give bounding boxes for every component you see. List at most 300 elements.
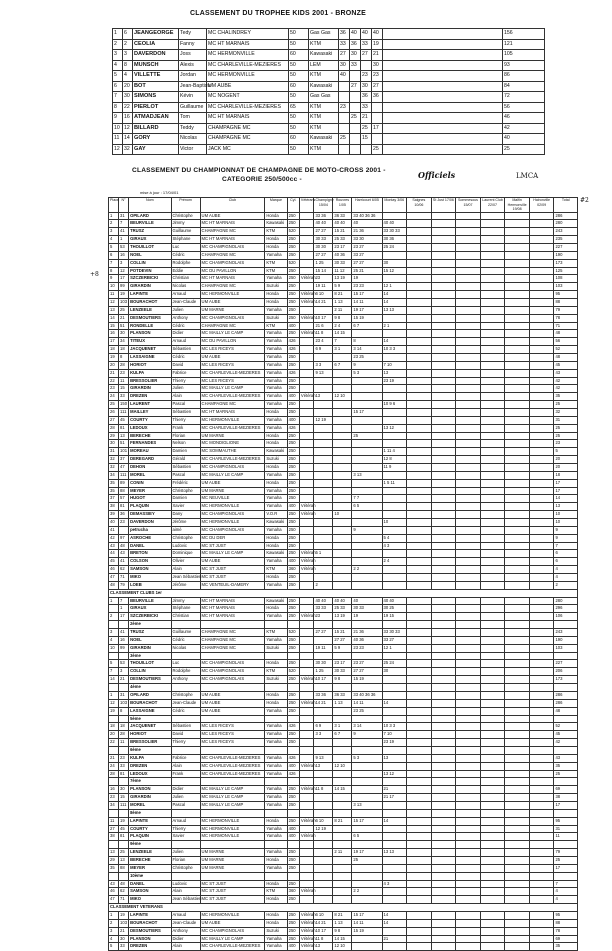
table-cell: 33 — [119, 943, 129, 951]
table-cell — [407, 644, 432, 652]
table-cell: 3 — [109, 629, 119, 637]
table-cell — [407, 636, 432, 644]
table-cell — [456, 786, 481, 794]
table-cell: 38 — [554, 794, 578, 802]
table-cell: 10 17 — [314, 314, 333, 322]
table-cell — [299, 849, 314, 857]
table-cell: 1 — [109, 597, 119, 605]
table-cell: 50 — [289, 60, 309, 71]
table-cell — [352, 739, 382, 747]
table-cell — [480, 401, 505, 409]
table-cell: 78 — [554, 314, 578, 322]
table-cell — [505, 927, 530, 935]
table-cell — [431, 456, 456, 464]
table-cell: MC CHARLEVILLE-MEZIERES — [207, 60, 289, 71]
table-cell — [505, 856, 530, 864]
table-cell: SZCZERBICKI — [129, 275, 171, 283]
table-cell: 3 — [113, 50, 123, 61]
table-cell: Honda — [265, 605, 287, 613]
table-cell: 426 — [287, 346, 299, 354]
table-cell: 9 8 — [333, 314, 352, 322]
table-cell: LAURENT — [129, 401, 171, 409]
table-cell: 88 — [119, 487, 129, 495]
margin-mark-right: #2 — [580, 197, 589, 204]
table-cell — [431, 503, 456, 511]
table-cell: 15 17 — [352, 291, 382, 299]
table-row — [109, 330, 578, 338]
table-cell — [407, 306, 432, 314]
table-cell — [505, 817, 530, 825]
table-cell — [529, 385, 554, 393]
table-cell: 27 — [372, 81, 383, 92]
table-cell: MC CHAMPIGNOLAIS — [200, 243, 265, 251]
table-cell: Stéphane — [171, 236, 200, 244]
table-cell: 5 3 — [352, 369, 382, 377]
table-cell — [407, 943, 432, 951]
table-cell: LEDOUX — [129, 770, 171, 778]
table-cell: 11 9 — [382, 464, 407, 472]
table-cell: Julien — [171, 385, 200, 393]
table-cell — [119, 778, 129, 786]
table-cell: 426 — [287, 723, 299, 731]
table-cell: 33 36 — [314, 212, 333, 220]
table-cell — [265, 841, 287, 849]
table-cell: 250 — [287, 291, 299, 299]
table-cell — [505, 919, 530, 927]
table-cell — [480, 636, 505, 644]
table-cell — [480, 416, 505, 424]
table-cell: 9 — [113, 113, 123, 124]
table-cell: 6 — [113, 81, 123, 92]
table-cell — [333, 746, 352, 754]
table-cell — [456, 408, 481, 416]
table-cell — [299, 691, 314, 699]
table-cell — [529, 856, 554, 864]
table-row — [109, 464, 578, 472]
table-cell — [480, 346, 505, 354]
table-cell: 23 — [361, 71, 372, 82]
table-cell — [382, 314, 407, 322]
table-cell: DESMOUTIERS — [129, 927, 171, 935]
table-cell — [529, 322, 554, 330]
table-cell: COLLIN — [129, 259, 171, 267]
table-cell: 23 — [314, 613, 333, 621]
table-cell — [333, 715, 352, 723]
table-cell: Sébastien — [171, 408, 200, 416]
table-cell: 30 — [350, 50, 361, 61]
table-cell: BERECHE — [129, 432, 171, 440]
table-cell — [431, 322, 456, 330]
table-cell: Vétéran — [299, 275, 314, 283]
table-cell — [407, 393, 432, 401]
table-row — [109, 322, 578, 330]
table-cell: 38 — [109, 503, 119, 511]
table-cell: 7 — [113, 92, 123, 103]
table-cell — [299, 479, 314, 487]
category-title: CATEGORIE 250/500cc - — [222, 176, 302, 183]
table-cell: MOREL — [129, 801, 171, 809]
table-cell: 30 — [119, 935, 129, 943]
table-cell: 42 — [554, 385, 578, 393]
table-row — [113, 102, 545, 113]
table-cell: Suzuki — [265, 676, 287, 684]
table-cell: MC HERMONVILLE — [200, 416, 265, 424]
table-cell — [456, 314, 481, 322]
table-cell: MC DU DER — [200, 534, 265, 542]
table-cell: 23 25 — [352, 707, 382, 715]
table-cell: 250 — [287, 275, 299, 283]
table-cell: Dany — [171, 511, 200, 519]
table-cell: 250 — [287, 731, 299, 739]
table-cell — [480, 676, 505, 684]
table-cell — [407, 668, 432, 676]
table-cell: 250 — [287, 581, 299, 589]
table-cell: Julien — [171, 849, 200, 857]
table-cell — [382, 212, 407, 220]
table-cell — [109, 605, 119, 613]
table-cell: Honda — [265, 691, 287, 699]
table-cell: 51 — [119, 440, 129, 448]
table-cell — [382, 408, 407, 416]
table-cell: 21 36 — [352, 228, 382, 236]
table-cell — [456, 385, 481, 393]
table-cell: 14 — [382, 699, 407, 707]
table-cell — [431, 314, 456, 322]
table-cell — [529, 943, 554, 951]
table-cell: CHAMPAGNE MC — [200, 629, 265, 637]
table-cell: Frank — [171, 770, 200, 778]
table-cell: JEANGEORGE — [133, 29, 179, 40]
table-cell — [431, 872, 456, 880]
table-cell: Thierry — [171, 739, 200, 747]
table-cell — [480, 896, 505, 904]
table-cell: 89 — [119, 479, 129, 487]
table-cell — [480, 778, 505, 786]
table-cell: 250 — [287, 236, 299, 244]
table-cell: 12 1 — [382, 283, 407, 291]
table-cell — [480, 746, 505, 754]
table-cell — [529, 511, 554, 519]
table-cell — [299, 212, 314, 220]
table-cell — [456, 660, 481, 668]
table-row — [109, 927, 578, 935]
table-cell: 33 — [339, 39, 350, 50]
table-cell — [480, 526, 505, 534]
table-row — [113, 50, 545, 61]
table-cell — [333, 652, 352, 660]
table-cell — [407, 479, 432, 487]
table-cell: Guillaume — [171, 228, 200, 236]
table-cell: Jean Sébastien — [171, 574, 200, 582]
table-cell: 81 — [119, 770, 129, 778]
table-cell — [456, 723, 481, 731]
table-cell — [109, 778, 119, 786]
table-cell: Kawasaki — [265, 448, 287, 456]
table-cell: BEURVILLE — [129, 597, 171, 605]
table-cell: Vétéran — [299, 298, 314, 306]
table-cell: MC CHARLEVILLE-MEZIERES — [200, 754, 265, 762]
table-cell — [505, 212, 530, 220]
table-cell — [352, 684, 382, 692]
table-cell: Yamaha — [265, 864, 287, 872]
table-cell — [314, 456, 333, 464]
table-cell — [431, 236, 456, 244]
table-cell — [505, 511, 530, 519]
table-cell: MC LES RICEYS — [200, 723, 265, 731]
table-cell — [431, 684, 456, 692]
table-cell: Florian — [171, 432, 200, 440]
table-cell: Honda — [265, 479, 287, 487]
table-cell: 400 — [287, 762, 299, 770]
table-cell: LEDOUX — [129, 424, 171, 432]
table-cell — [431, 691, 456, 699]
table-cell — [407, 574, 432, 582]
table-cell — [554, 872, 578, 880]
table-cell: 400 — [287, 503, 299, 511]
table-cell: Yamaha — [265, 833, 287, 841]
table-cell: 21 — [382, 935, 407, 943]
table-cell: 250 — [287, 550, 299, 558]
table-cell: GIRAUX — [129, 605, 171, 613]
table-cell — [456, 511, 481, 519]
table-cell: 19 — [119, 817, 129, 825]
table-cell: Kawasaki — [265, 597, 287, 605]
table-cell — [171, 715, 200, 723]
table-cell — [480, 361, 505, 369]
table-cell — [431, 495, 456, 503]
table-cell — [333, 432, 352, 440]
table-cell — [382, 856, 407, 864]
table-cell — [529, 660, 554, 668]
table-cell: 286 — [554, 691, 578, 699]
table-cell — [480, 228, 505, 236]
table-row — [109, 550, 578, 558]
table-cell — [299, 448, 314, 456]
table-cell — [383, 81, 503, 92]
table-cell — [382, 809, 407, 817]
table-cell: Cédric — [171, 353, 200, 361]
table-cell: 30 36 — [382, 236, 407, 244]
table-cell — [333, 534, 352, 542]
table-cell: 6 7 — [333, 361, 352, 369]
table-cell — [407, 448, 432, 456]
table-cell: 15 21 — [333, 228, 352, 236]
table-cell: MC DU PAVILLON — [200, 338, 265, 346]
table-cell — [480, 660, 505, 668]
table-cell — [382, 511, 407, 519]
table-cell — [299, 896, 314, 904]
table-cell: 40 40 — [382, 220, 407, 228]
table-cell: 25 — [350, 113, 361, 124]
table-cell: 8 — [352, 338, 382, 346]
table-cell — [200, 841, 265, 849]
table-cell — [407, 715, 432, 723]
table-cell — [431, 636, 456, 644]
table-cell — [431, 542, 456, 550]
table-row — [109, 267, 578, 275]
table-cell: 43 — [109, 542, 119, 550]
table-cell: UM AUBE — [200, 212, 265, 220]
table-cell — [407, 911, 432, 919]
table-cell — [352, 424, 382, 432]
table-cell — [529, 801, 554, 809]
table-row — [109, 786, 578, 794]
table-cell: 14 11 — [352, 919, 382, 927]
table-row — [109, 896, 578, 904]
table-cell: Yamaha — [265, 739, 287, 747]
table-cell: Honda — [265, 817, 287, 825]
table-cell — [480, 479, 505, 487]
table-cell: Honda — [265, 856, 287, 864]
table-cell: Nicolas — [179, 134, 207, 145]
table-cell: 108 — [554, 275, 578, 283]
table-cell: 21 — [109, 754, 119, 762]
table-cell — [505, 220, 530, 228]
table-cell: 156 — [503, 29, 545, 40]
table-cell: MC HERMONVILLE — [200, 911, 265, 919]
table-cell — [431, 519, 456, 527]
table-cell: BOURACHOT — [129, 298, 171, 306]
table-row — [109, 236, 578, 244]
table-row — [109, 888, 578, 896]
table-cell: 250 — [287, 377, 299, 385]
table-cell: 48 — [119, 542, 129, 550]
table-cell: 103 — [554, 283, 578, 291]
table-cell: KTM — [265, 228, 287, 236]
table-cell — [299, 361, 314, 369]
table-cell — [505, 408, 530, 416]
table-cell — [299, 338, 314, 346]
table-cell — [505, 794, 530, 802]
table-cell: 23 27 — [352, 243, 382, 251]
table-cell: Rodolphe — [171, 259, 200, 267]
table-cell — [407, 401, 432, 409]
table-cell: Honda — [265, 911, 287, 919]
table-cell — [529, 605, 554, 613]
table-cell — [407, 471, 432, 479]
table-cell — [505, 424, 530, 432]
table-cell: DESMOUTIERS — [129, 676, 171, 684]
table-cell: 8 — [123, 60, 133, 71]
table-cell: Yamaha — [265, 558, 287, 566]
table-cell: Thierry — [171, 825, 200, 833]
table-cell: 6 10 — [314, 911, 333, 919]
table-cell: Honda — [265, 212, 287, 220]
table-cell: Luc — [171, 243, 200, 251]
table-row — [109, 935, 578, 943]
table-cell: Vétéran — [299, 676, 314, 684]
table-cell — [299, 644, 314, 652]
table-cell: MC HERMONVILLE — [200, 817, 265, 825]
table-cell — [456, 267, 481, 275]
table-cell: Cédric — [171, 322, 200, 330]
table-cell — [407, 739, 432, 747]
table-cell — [333, 880, 352, 888]
table-row — [109, 526, 578, 534]
table-cell: 250 — [287, 448, 299, 456]
table-cell: 2 4 — [333, 322, 352, 330]
table-cell: Honda — [265, 408, 287, 416]
table-cell: 6 9 — [314, 723, 333, 731]
table-cell: 2 — [109, 919, 119, 927]
table-cell — [456, 707, 481, 715]
table-cell: 12 — [123, 123, 133, 134]
table-cell: 33 33 — [314, 605, 333, 613]
table-cell: THOUILLOT — [129, 243, 171, 251]
table-cell: NOEL — [129, 251, 171, 259]
table-cell: Christophe — [171, 212, 200, 220]
table-cell: 250 — [287, 660, 299, 668]
table-cell — [456, 856, 481, 864]
table-row — [109, 542, 578, 550]
table-cell — [407, 495, 432, 503]
table-cell: 43 — [109, 880, 119, 888]
table-cell — [529, 762, 554, 770]
table-cell — [554, 684, 578, 692]
table-cell — [431, 605, 456, 613]
table-cell — [505, 259, 530, 267]
column-header: Rouvres 1/05 — [333, 198, 352, 213]
table-cell: 1 11 4 — [382, 448, 407, 456]
table-cell: 15 17 — [352, 408, 382, 416]
table-cell — [382, 574, 407, 582]
table-cell: MC CHARLEVILLE-MEZIERES — [200, 393, 265, 401]
table-cell — [431, 283, 456, 291]
table-cell: 42 — [109, 534, 119, 542]
table-cell: Ludovic — [171, 880, 200, 888]
table-cell: 250 — [287, 314, 299, 322]
table-cell — [529, 825, 554, 833]
table-cell: 2 — [109, 220, 119, 228]
table-cell: 30 33 — [333, 668, 352, 676]
table-cell: UM AUBE — [200, 479, 265, 487]
table-cell: 39 — [109, 511, 119, 519]
table-cell — [333, 739, 352, 747]
table-cell: 47 — [109, 896, 119, 904]
table-cell — [119, 526, 129, 534]
table-cell: LEM — [309, 60, 339, 71]
table-cell — [456, 228, 481, 236]
table-cell — [529, 684, 554, 692]
table-cell: 16 — [119, 251, 129, 259]
table-cell — [407, 464, 432, 472]
table-cell: MC NEUVILLE — [200, 495, 265, 503]
table-cell: Victor — [179, 144, 207, 155]
table-cell — [529, 707, 554, 715]
table-cell — [382, 715, 407, 723]
table-cell — [505, 864, 530, 872]
table-cell — [505, 275, 530, 283]
table-cell: SAMSON — [129, 566, 171, 574]
table-cell — [299, 715, 314, 723]
table-cell: Yamaha — [265, 503, 287, 511]
table-cell — [333, 558, 352, 566]
table-cell — [314, 479, 333, 487]
table-cell — [431, 676, 456, 684]
table-cell: Ludovic — [171, 542, 200, 550]
table-cell: 15 — [119, 794, 129, 802]
table-cell — [480, 503, 505, 511]
table-cell: 280 — [554, 220, 578, 228]
table-cell — [339, 81, 350, 92]
table-cell — [299, 652, 314, 660]
table-cell — [431, 841, 456, 849]
table-cell — [314, 401, 333, 409]
table-cell — [554, 778, 578, 786]
table-cell — [314, 841, 333, 849]
table-cell: 21 — [119, 927, 129, 935]
table-cell: 8ème — [129, 809, 171, 817]
